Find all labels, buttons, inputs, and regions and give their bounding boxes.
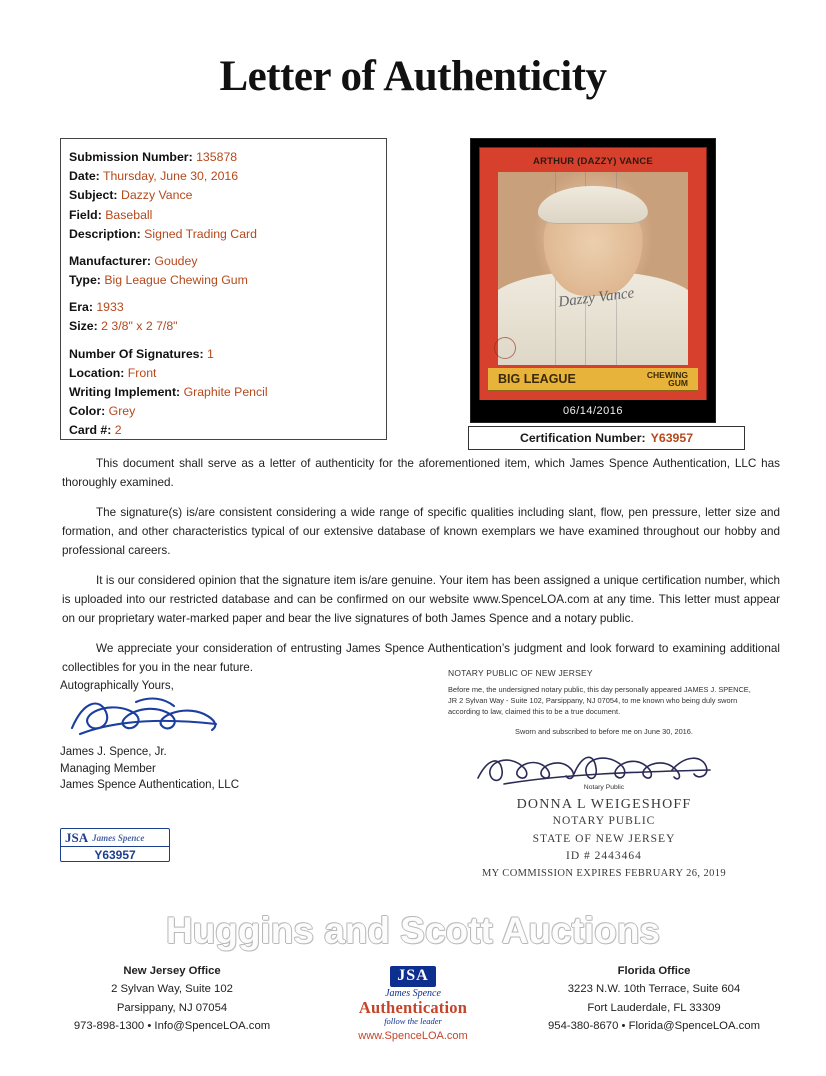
body-paragraph: This document shall serve as a letter of authenticity for the aforementioned item, which James Spence Authentication, LLC has thoroughly examined. [62, 457, 780, 489]
detail-row [69, 206, 386, 225]
page-title: Letter of Authenticity [219, 53, 607, 100]
card-player-name: ARTHUR (DAZZY) VANCE [533, 156, 653, 167]
detail-value: Signed Trading Card [144, 226, 257, 241]
letter-body [62, 455, 780, 689]
detail-label: Number Of Signatures: [69, 346, 204, 361]
certification-number-box [468, 426, 745, 450]
jsa-stamp-script: James Spence [92, 833, 145, 843]
detail-label: Subject: [69, 188, 118, 203]
jsa-logo [318, 966, 508, 1042]
footer-fl-contact: 954-380-8670 • Florida@SpenceLOA.com [548, 1019, 760, 1032]
jsa-stamp [60, 828, 170, 862]
trading-card [479, 147, 707, 414]
footer-fl-address2: Fort Lauderdale, FL 33309 [587, 1001, 721, 1014]
signer-company: James Spence Authentication, LLC [60, 779, 240, 792]
footer-fl-address1: 3223 N.W. 10th Terrace, Suite 604 [567, 983, 741, 996]
detail-label: Date: [69, 169, 100, 184]
brand-right-line2: GUM [668, 378, 688, 388]
jsa-logo-tagline: follow the leader [384, 1016, 442, 1027]
spacer [69, 244, 386, 252]
spacer [69, 337, 386, 345]
item-photo [470, 138, 716, 423]
detail-value: 1 [207, 346, 214, 361]
footer-fl-title: Florida Office [617, 965, 691, 977]
notary-state: STATE OF NEW JERSEY [532, 832, 676, 845]
auction-watermark: Huggins and Scott Auctions [165, 910, 660, 951]
detail-row [69, 225, 386, 244]
jsa-stamp-mark [61, 829, 169, 846]
card-portrait [498, 172, 688, 365]
footer-nj-contact: 973-898-1300 • Info@SpenceLOA.com [73, 1019, 271, 1032]
detail-label: Field: [69, 207, 102, 222]
detail-row [69, 186, 386, 205]
notary-sig-label: Notary Public [583, 784, 625, 792]
signer-signature-mark [66, 694, 360, 740]
detail-label: Type: [69, 273, 101, 288]
notary-commission-expiry: MY COMMISSION EXPIRES FEBRUARY 26, 2019 [481, 868, 727, 880]
detail-label: Manufacturer: [69, 253, 151, 268]
jsa-logo-mark: JSA [390, 966, 435, 987]
detail-value: 2 [114, 423, 122, 438]
detail-value: Baseball [105, 207, 153, 222]
detail-row [69, 252, 386, 271]
detail-value: Front [127, 365, 157, 380]
detail-value: 2 3/8" x 2 7/8" [101, 319, 178, 334]
detail-row [69, 148, 386, 167]
detail-row [69, 167, 386, 186]
footer-office-fl [514, 962, 794, 1035]
submission-details-box [60, 138, 387, 440]
brand-left-text: BIG LEAGUE [498, 372, 576, 386]
detail-label: Location: [69, 365, 125, 380]
certification-number: Y63957 [650, 431, 694, 445]
footer-nj-address2: Parsippany, NJ 07054 [116, 1001, 228, 1014]
detail-value: 135878 [196, 150, 238, 164]
detail-value: Thursday, June 30, 2016 [102, 169, 239, 184]
photo-date-stamp: 06/14/2016 [471, 400, 715, 422]
detail-label: Size: [69, 319, 98, 334]
card-signature: Dazzy Vance [557, 285, 635, 311]
brand-right-line1: CHEWING [646, 369, 688, 380]
signer-name: James J. Spence, Jr. [60, 746, 167, 758]
footer-nj-title: New Jersey Office [123, 965, 221, 977]
signer-block [60, 680, 360, 794]
jsa-logo-word: Authentication [358, 998, 468, 1017]
notary-name: DONNA L WEIGESHOFF [516, 797, 692, 813]
detail-row [69, 402, 386, 421]
notary-block [448, 668, 760, 879]
footer-nj-address1: 2 Sylvan Way, Suite 102 [111, 983, 233, 996]
detail-label: Card #: [69, 423, 112, 438]
detail-row [69, 317, 386, 336]
detail-row [69, 298, 386, 317]
detail-row [69, 383, 386, 402]
closing-line: Autographically Yours, [60, 680, 174, 692]
jsa-stamp-number: Y63957 [61, 846, 169, 862]
detail-value: Grey [108, 404, 136, 419]
detail-value: Dazzy Vance [120, 188, 193, 203]
detail-row [69, 271, 386, 290]
detail-label: Writing Implement: [69, 384, 181, 399]
jsa-website-link[interactable]: www.SpenceLOA.com [358, 1030, 468, 1043]
certification-label: Certification Number: [519, 431, 646, 445]
notary-heading: NOTARY PUBLIC OF NEW JERSEY [448, 668, 593, 678]
notary-id: ID # 2443464 [566, 849, 642, 862]
detail-value: Graphite Pencil [183, 384, 268, 399]
footer [0, 962, 826, 1042]
detail-row [69, 421, 386, 440]
card-brand-banner [488, 367, 698, 391]
detail-value: Goudey [154, 253, 198, 268]
body-paragraph: We appreciate your consideration of entrusting James Spence Authentication’s judgment and look forward to examining additional collectibles for you in the near future. [62, 641, 780, 674]
jsa-stamp-letters: JSA [65, 830, 89, 845]
detail-label: Submission Number: [69, 150, 193, 164]
detail-row [69, 345, 386, 364]
body-paragraph: It is our considered opinion that the signature item is/are genuine. Your item has been assigned a unique certification number, which is uploaded into our restricted database and can be confirmed on our website www.SpenceLOA.com at any time. This letter must appear on our proprietary water-marked paper and bear the live signatures of both James Spence and a notary public. [62, 573, 780, 625]
notary-paragraph: Before me, the undersigned notary public, this day personally appeared JAMES J. SPENCE, JR 2 Sylvan Way - Suite 102, Parsippany, NJ 07054, to me known who being duly sworn according to law, claimed this to be a true document. [448, 685, 751, 717]
notary-title: NOTARY PUBLIC [552, 815, 656, 828]
brand-right-text [647, 371, 688, 388]
detail-label: Color: [69, 404, 106, 419]
detail-value: Big League Chewing Gum [104, 273, 248, 288]
footer-office-nj [32, 962, 312, 1035]
detail-label: Era: [69, 300, 93, 315]
detail-value: 1933 [96, 300, 124, 315]
body-paragraph: The signature(s) is/are consistent considering a wide range of specific qualities including slant, flow, pen pressure, letter size and formation, and other characteristics typical of our extensive database of known exemplars we have examined throughout our hobby and professional careers. [62, 505, 780, 557]
signer-role: Managing Member [60, 762, 156, 775]
notary-signature-mark [448, 748, 760, 788]
spacer [69, 290, 386, 298]
card-emblem-icon [494, 337, 516, 359]
notary-sworn-line: Sworn and subscribed to before me on June 30, 2016. [515, 727, 693, 737]
detail-row [69, 364, 386, 383]
detail-label: Description: [69, 226, 141, 241]
jsa-logo-script: James Spence [385, 988, 441, 999]
